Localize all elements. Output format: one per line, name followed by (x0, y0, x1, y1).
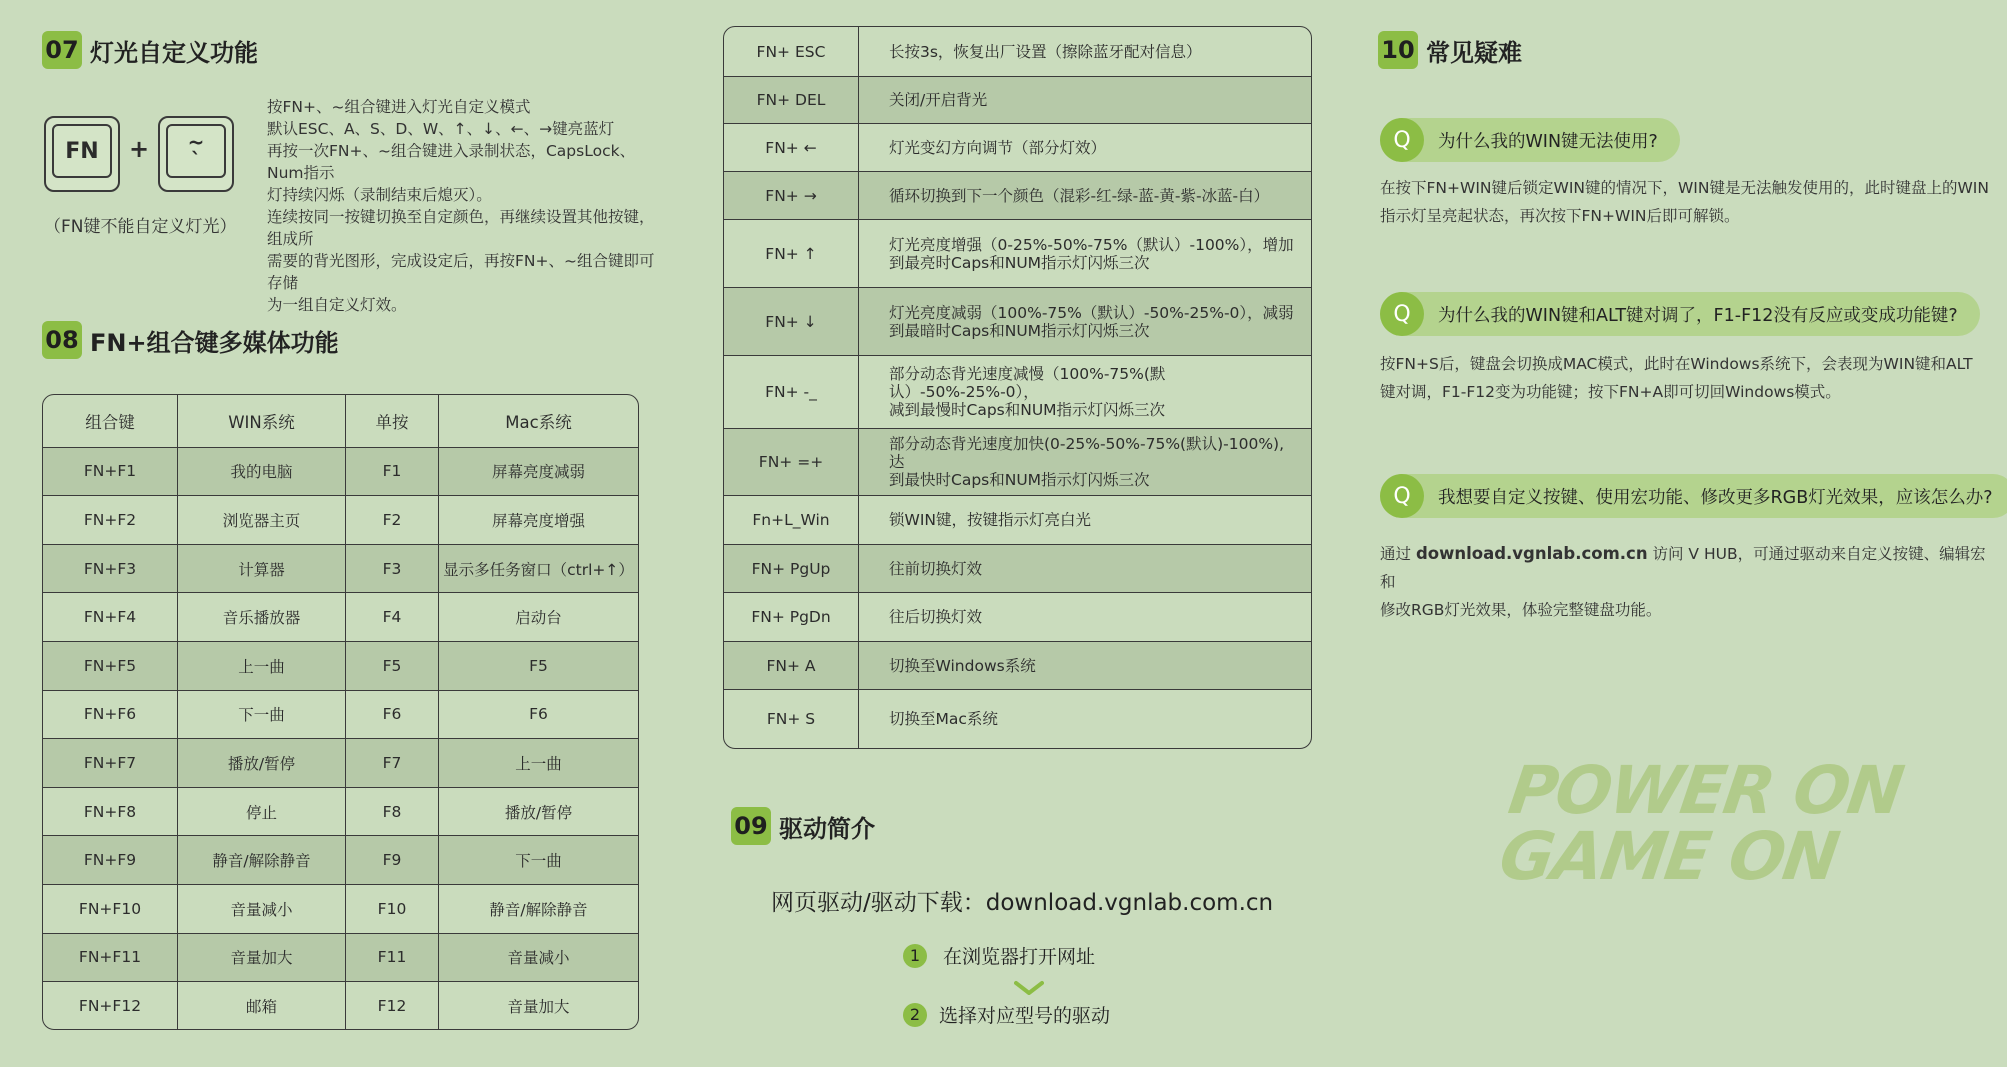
faq-question-1 (1380, 118, 1680, 162)
table-cell: F4 (346, 593, 439, 642)
table-row (43, 448, 638, 497)
table-row (724, 27, 1311, 77)
shortcut-desc: 锁WIN键，按键指示灯亮白光 (859, 496, 1311, 545)
table-row (43, 496, 638, 545)
fn-shortcut-table (723, 26, 1312, 749)
shortcut-key: FN+ ESC (724, 27, 859, 77)
faq-answer-2 (1380, 350, 1990, 406)
table-cell: 计算器 (178, 545, 346, 594)
table-cell: 上一曲 (439, 739, 638, 788)
shortcut-key: FN+ S (724, 690, 859, 748)
shortcut-key: FN+ A (724, 642, 859, 690)
table-row (43, 642, 638, 691)
instruction-line: 再按一次FN+、~组合键进入录制状态，CapsLock、Num指示 (267, 142, 636, 182)
table-row (43, 545, 638, 594)
table-cell: FN+F4 (43, 593, 178, 642)
watermark-line: GAME ON (1495, 818, 1843, 895)
instruction-line: 需要的背光图形，完成设定后，再按FN+、~组合键即可存储 (267, 252, 655, 292)
shortcut-desc: 部分动态背光速度加快(0-25%-50%-75%(默认)-100%),达 到最快时Caps和NUM指示灯闪烁三次 (859, 429, 1311, 496)
table-cell: 静音/解除静音 (439, 885, 638, 934)
table-cell: FN+F2 (43, 496, 178, 545)
shortcut-desc: 灯光变幻方向调节（部分灯效） (859, 124, 1311, 172)
table-cell: 音量加大 (507, 997, 570, 1016)
shortcut-key: FN+ -_ (724, 356, 859, 429)
step-number: 1 (903, 944, 927, 968)
shortcut-desc: 往后切换灯效 (859, 593, 1311, 642)
table-cell: F2 (346, 496, 439, 545)
table-row (43, 836, 638, 885)
table-cell: 音量加大 (178, 934, 346, 983)
tilde-key-icon (158, 116, 234, 192)
step-1 (903, 942, 1095, 969)
shortcut-key: FN+ → (724, 172, 859, 220)
answer-line: 在按下FN+WIN键后锁定WIN键的情况下，WIN键是无法触发使用的，此时键盘上的WIN (1380, 179, 1989, 197)
table-row (43, 691, 638, 740)
answer-line (1380, 540, 1990, 596)
section-title: 灯光自定义功能 (90, 38, 258, 67)
shortcut-desc: 长按3s，恢复出厂设置（擦除蓝牙配对信息） (859, 27, 1311, 77)
table-cell: FN+F11 (43, 934, 178, 983)
table-cell: F12 (346, 982, 439, 1029)
column-header: WIN系统 (178, 395, 346, 448)
faq-answer-3 (1380, 540, 1990, 624)
table-cell: 显示多任务窗口（ctrl+↑） (439, 545, 638, 594)
step-2 (903, 1001, 1110, 1028)
table-cell: 播放/暂停 (439, 788, 638, 837)
question-icon: Q (1380, 118, 1424, 162)
table-header-row (43, 395, 638, 448)
question-icon: Q (1380, 292, 1424, 336)
table-cell: FN+F9 (43, 836, 178, 885)
table-cell: 音乐播放器 (178, 593, 346, 642)
column-header: Mac系统 (439, 395, 638, 448)
table-cell: 屏幕亮度减弱 (439, 448, 638, 497)
table-cell: FN+F12 (43, 982, 178, 1029)
table-cell: FN+F6 (43, 691, 178, 740)
table-row (724, 496, 1311, 545)
question-text: 我想要自定义按键、使用宏功能、修改更多RGB灯光效果，应该怎么办? (1438, 487, 1993, 508)
fn-key-icon (44, 116, 120, 192)
table-cell: FN+F3 (43, 545, 178, 594)
instruction-line: 默认ESC、A、S、D、W、↑、↓、←、→键亮蓝灯 (267, 120, 615, 138)
table-row (43, 885, 638, 934)
table-cell: F8 (346, 788, 439, 837)
table-cell: 屏幕亮度增强 (439, 496, 638, 545)
watermark-line: POWER ON (1504, 752, 1907, 829)
light-custom-instructions (267, 96, 667, 316)
section-title: 常见疑难 (1426, 38, 1522, 67)
answer-prefix: 通过 (1380, 545, 1416, 563)
section-number: 09 (731, 807, 771, 845)
table-cell: 下一曲 (178, 691, 346, 740)
shortcut-desc: 灯光亮度增强（0-25%-50%-75%（默认）-100%），增加 到最亮时Caps和NUM指示灯闪烁三次 (859, 220, 1311, 288)
tilde-glyph: ~ (187, 130, 205, 154)
table-cell: F6 (346, 691, 439, 740)
answer-url: download.vgnlab.com.cn (1415, 544, 1648, 563)
table-row (724, 220, 1311, 288)
table-cell: FN+F1 (43, 448, 178, 497)
chevron-down-icon (1014, 980, 1044, 996)
plus-sign: + (129, 135, 150, 163)
instruction-line: 连续按同一按键切换至自定颜色，再继续设置其他按键，组成所 (267, 208, 655, 248)
instruction-line: 灯持续闪烁（录制结束后熄灭）。 (267, 186, 492, 204)
table-row (724, 172, 1311, 220)
step-text: 选择对应型号的驱动 (939, 1005, 1111, 1027)
table-cell: F5 (346, 642, 439, 691)
table-cell: 静音/解除静音 (178, 836, 346, 885)
table-row (724, 77, 1311, 124)
table-cell: F10 (346, 885, 439, 934)
answer-line: 键对调，F1-F12变为功能键；按下FN+A即可切回Windows模式。 (1380, 383, 1841, 401)
table-row (43, 739, 638, 788)
table-cell: 音量减小 (439, 934, 638, 983)
shortcut-key: Fn+L_Win (724, 496, 859, 545)
section-07-header (42, 30, 258, 70)
shortcut-key: FN+ =+ (724, 429, 859, 496)
column-header: 单按 (346, 395, 439, 448)
table-row (724, 642, 1311, 690)
table-cell: 邮箱 (178, 982, 346, 1029)
shortcut-key: FN+ ↓ (724, 288, 859, 356)
table-cell: 音量减小 (178, 885, 346, 934)
table-cell: 下一曲 (439, 836, 638, 885)
table-cell: F5 (439, 642, 638, 691)
answer-line: 指示灯呈亮起状态，再次按下FN+WIN后即可解锁。 (1380, 207, 1740, 225)
step-number: 2 (903, 1003, 927, 1027)
section-title: 驱动简介 (779, 814, 875, 843)
shortcut-key: FN+ PgUp (724, 545, 859, 593)
table-row (724, 429, 1311, 496)
section-number: 10 (1378, 31, 1418, 69)
table-cell: 播放/暂停 (178, 739, 346, 788)
backtick-glyph: ` (191, 148, 201, 172)
table-row (724, 288, 1311, 356)
table-cell: FN+F7 (43, 739, 178, 788)
table-cell: 我的电脑 (178, 448, 346, 497)
table-cell: F1 (346, 448, 439, 497)
shortcut-key: FN+ ↑ (724, 220, 859, 288)
faq-question-2 (1380, 292, 1980, 336)
section-number: 08 (42, 321, 82, 359)
question-icon: Q (1380, 474, 1424, 518)
table-cell: FN+F10 (43, 885, 178, 934)
fn-caption: （FN键不能自定义灯光） (44, 217, 237, 237)
table-row (724, 356, 1311, 429)
table-cell: 上一曲 (178, 642, 346, 691)
shortcut-desc: 关闭/开启背光 (859, 77, 1311, 124)
power-on-game-on-watermark (1495, 752, 1907, 895)
shortcut-desc: 循环切换到下一个颜色（混彩-红-绿-蓝-黄-紫-冰蓝-白） (859, 172, 1311, 220)
download-url: 网页驱动/驱动下载：download.vgnlab.com.cn (771, 890, 1274, 916)
fn-key-label: FN (52, 124, 112, 178)
table-cell: FN+F5 (43, 642, 178, 691)
table-cell: F3 (346, 545, 439, 594)
table-row (724, 690, 1311, 748)
table-row (724, 545, 1311, 593)
instruction-line: 为一组自定义灯效。 (267, 296, 407, 314)
table-cell: 启动台 (439, 593, 638, 642)
answer-line: 修改RGB灯光效果，体验完整键盘功能。 (1380, 601, 1662, 619)
section-number: 07 (42, 31, 82, 69)
table-cell: FN+F8 (43, 788, 178, 837)
table-cell: 浏览器主页 (178, 496, 346, 545)
shortcut-key: FN+ DEL (724, 77, 859, 124)
shortcut-desc: 切换至Mac系统 (889, 710, 998, 728)
shortcut-desc: 切换至Windows系统 (859, 642, 1311, 690)
shortcut-desc: 部分动态背光速度减慢（100%-75%(默认）-50%-25%-0）， 减到最慢时Caps和NUM指示灯闪烁三次 (859, 356, 1311, 429)
column-header: 组合键 (43, 395, 178, 448)
section-title: FN+组合键多媒体功能 (90, 328, 339, 357)
faq-question-3 (1380, 474, 2007, 518)
shortcut-key: FN+ ← (724, 124, 859, 172)
table-cell: F9 (346, 836, 439, 885)
answer-line: 按FN+S后，键盘会切换成MAC模式，此时在Windows系统下，会表现为WIN键和ALT (1380, 355, 1973, 373)
instruction-line: 按FN+、~组合键进入灯光自定义模式 (267, 98, 531, 116)
question-text: 为什么我的WIN键和ALT键对调了，F1-F12没有反应或变成功能键? (1438, 305, 1958, 326)
table-cell: F7 (346, 739, 439, 788)
answer-rest: 访问 V HUB，可通过驱动来自定义按键、编辑宏和 (1380, 545, 1986, 591)
table-row (43, 934, 638, 983)
table-cell: F6 (439, 691, 638, 740)
table-row (43, 593, 638, 642)
shortcut-desc: 往前切换灯效 (859, 545, 1311, 593)
table-row (43, 982, 638, 1029)
table-row (43, 788, 638, 837)
faq-answer-1 (1380, 174, 1990, 230)
table-row (724, 593, 1311, 642)
table-cell: F11 (346, 934, 439, 983)
shortcut-desc: 灯光亮度减弱（100%-75%（默认）-50%-25%-0），减弱 到最暗时Caps和NUM指示灯闪烁三次 (859, 288, 1311, 356)
section-08-header (42, 320, 339, 360)
section-10-header (1378, 30, 1522, 70)
section-09-header (731, 806, 875, 846)
step-text: 在浏览器打开网址 (943, 946, 1096, 968)
table-cell: 停止 (178, 788, 346, 837)
question-text: 为什么我的WIN键无法使用? (1438, 131, 1658, 152)
multimedia-table (42, 394, 639, 1030)
table-row (724, 124, 1311, 172)
shortcut-key: FN+ PgDn (724, 593, 859, 642)
